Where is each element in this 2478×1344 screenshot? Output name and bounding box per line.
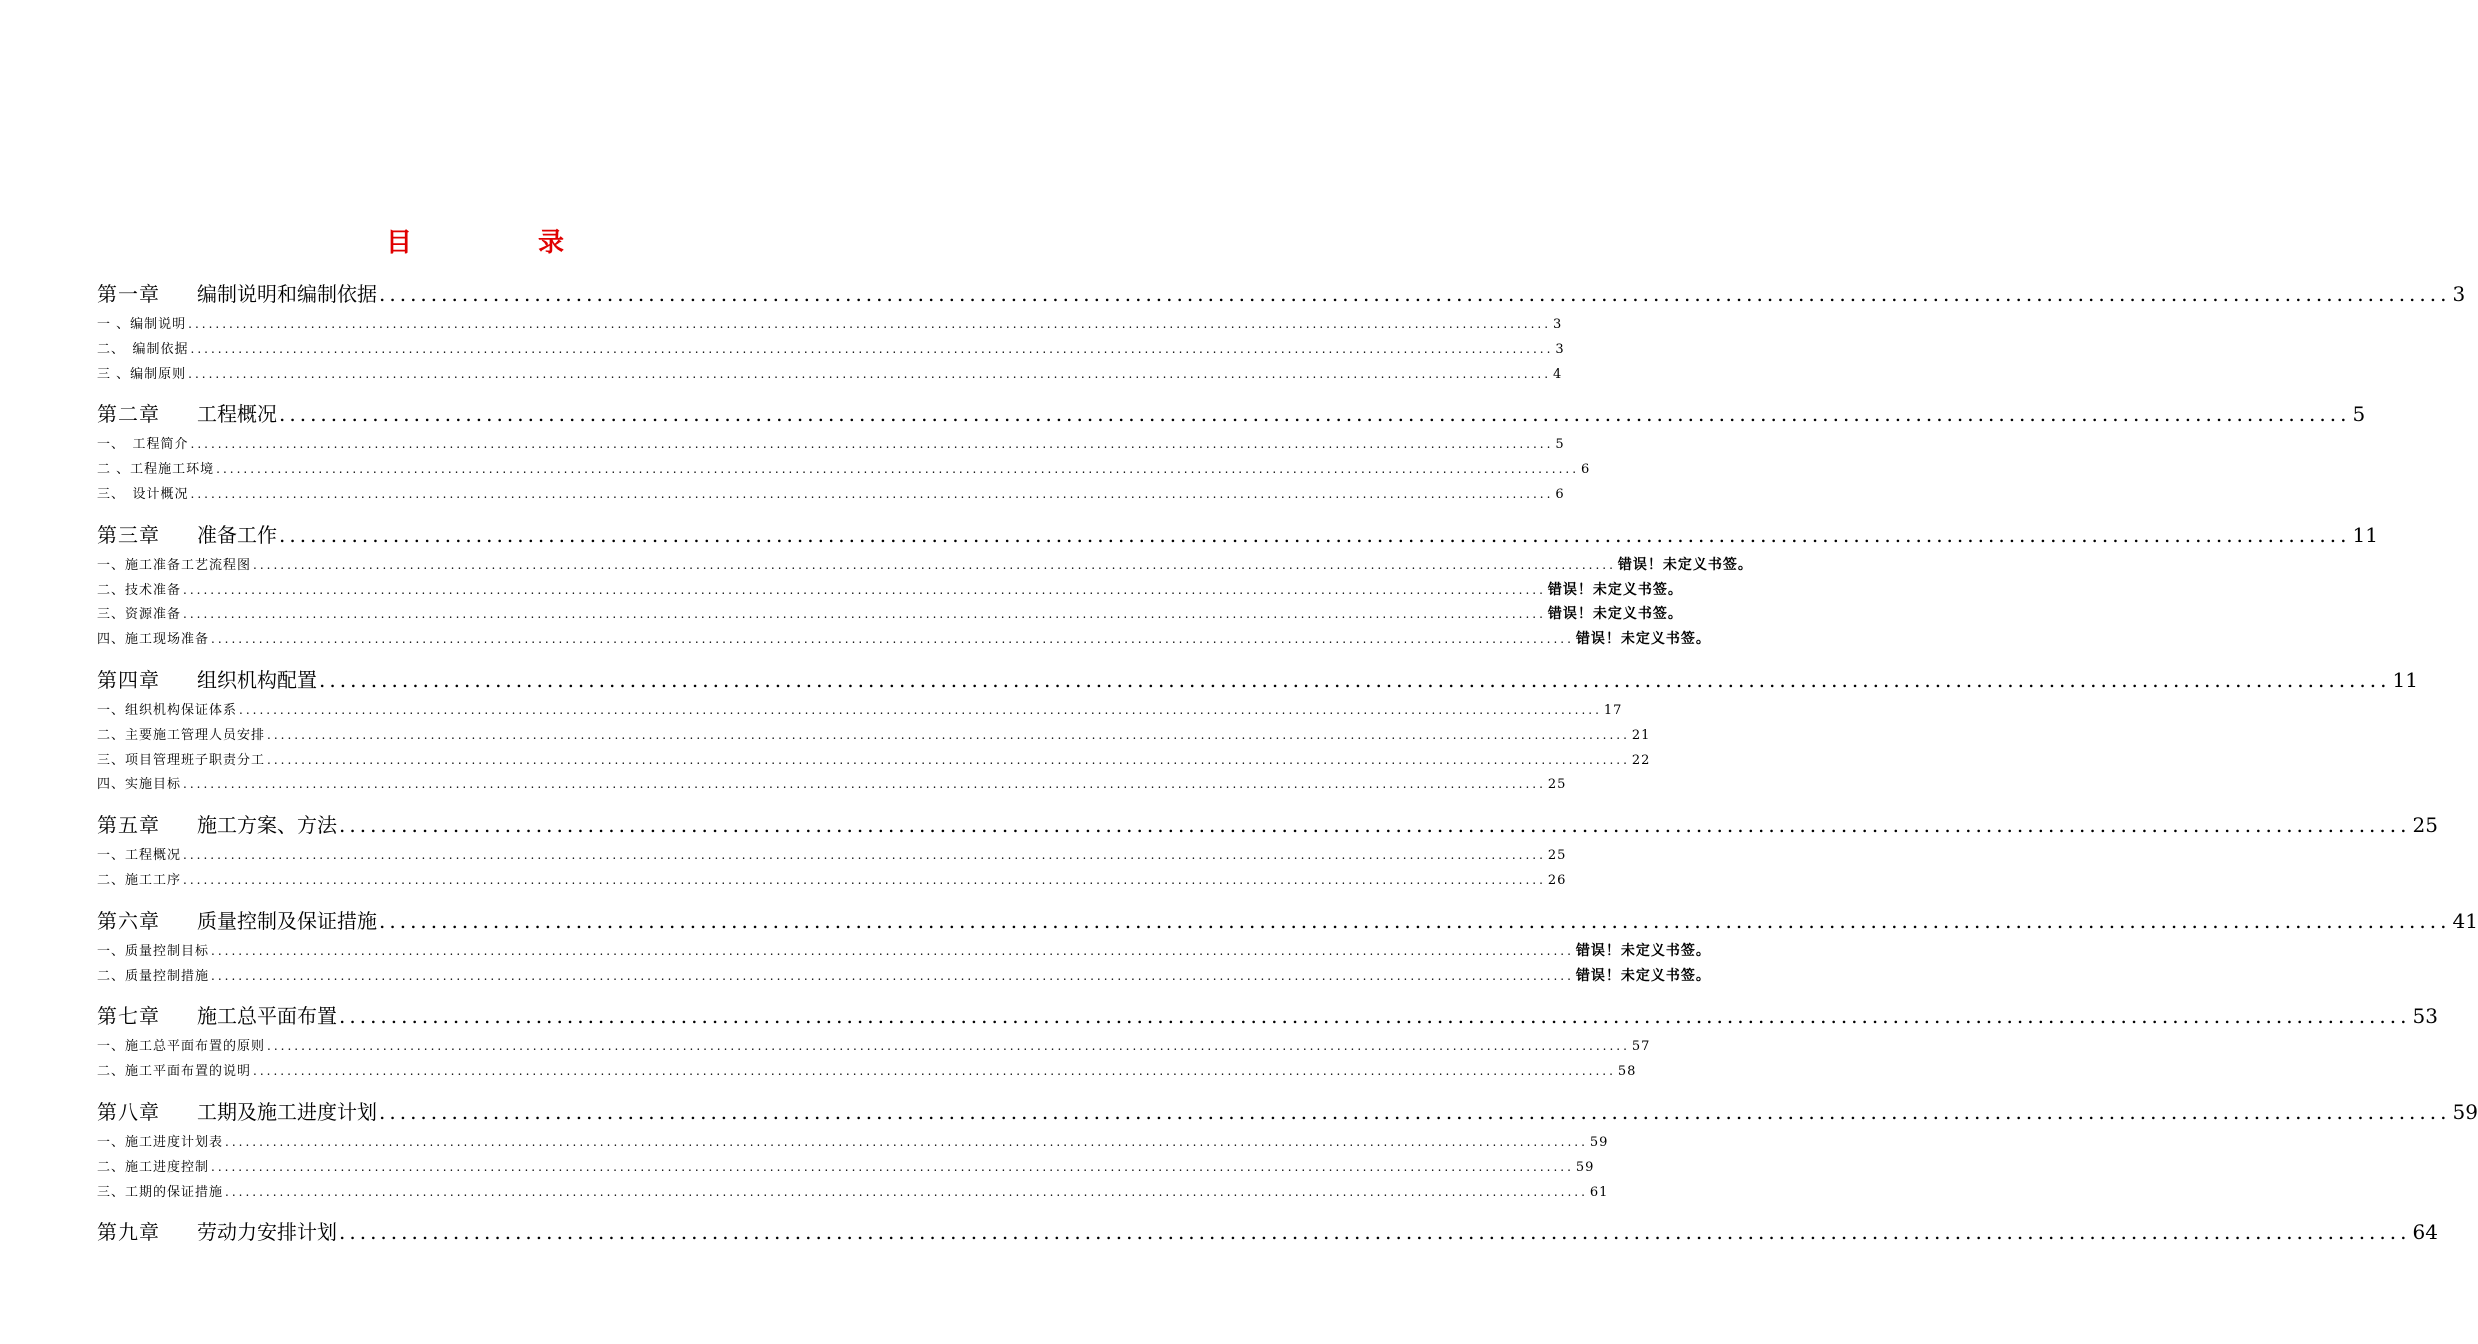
bookmark-error-text: 错误！未定义书签。 [1547, 581, 1683, 598]
section-page-number: 26 [1547, 872, 1567, 888]
leader-dots: ........................................................................................................................................................................................................ [190, 341, 1554, 356]
chapter-title: 施工总平面布置 [197, 1004, 337, 1029]
section-label: 三、项目管理班子职责分工 [97, 752, 266, 768]
section-page-number: 58 [1617, 1064, 1637, 1080]
section-page-number: 61 [1589, 1184, 1609, 1200]
section-page-number: 57 [1631, 1039, 1651, 1055]
leader-dots: ........................................................................................................................................................................................................ [267, 1039, 1630, 1054]
chapter-page-number: 11 [2392, 667, 2418, 692]
leader-dots: ........................................................................................................................................................................................................ [188, 366, 1552, 381]
section-label: 三、 设计概况 [97, 486, 189, 502]
leader-dots: ........................................................................................................................................................................................................ [183, 582, 1546, 597]
chapter-number: 第二章 [97, 402, 160, 427]
chapter-title: 组织机构配置 [197, 667, 317, 692]
toc-section-entry[interactable] [97, 1180, 1609, 1205]
leader-dots: ........................................................................................................................................................................................................ [279, 402, 2351, 427]
chapter-spacer [97, 1204, 779, 1214]
chapter-number: 第一章 [97, 282, 160, 306]
section-label: 二、质量控制措施 [97, 968, 210, 984]
section-label: 一、施工进度计划表 [97, 1134, 224, 1150]
section-label: 二、施工工序 [97, 872, 182, 888]
toc-chapter-entry[interactable] [97, 1094, 2478, 1130]
leader-dots: ........................................................................................................................................................................................................ [379, 908, 2451, 933]
chapter-number: 第四章 [97, 667, 160, 692]
toc-chapter-entry[interactable] [97, 998, 2438, 1034]
chapter-page-number: 53 [2412, 1004, 2438, 1029]
leader-dots: ........................................................................................................................................................................................................ [239, 702, 1602, 717]
toc-section-entry[interactable] [97, 337, 1565, 362]
chapter-number: 第九章 [97, 1220, 160, 1245]
toc-section-entry[interactable] [97, 868, 1567, 893]
chapter-number: 第三章 [97, 522, 160, 547]
toc-section-entry[interactable] [97, 723, 1651, 748]
toc-section-entry[interactable] [97, 772, 1567, 797]
leader-dots: ........................................................................................................................................................................................................ [339, 813, 2411, 838]
toc-section-entry[interactable] [97, 698, 1623, 723]
chapter-spacer [97, 893, 779, 903]
chapter-spacer [97, 988, 779, 998]
toc-section-entry[interactable] [97, 748, 1651, 773]
leader-dots: ........................................................................................................................................................................................................ [225, 1184, 1588, 1199]
chapter-page-number: 41 [2452, 908, 2478, 933]
section-label: 一 、编制说明 [97, 317, 187, 332]
toc-section-entry[interactable] [97, 843, 1567, 868]
section-label: 一、施工准备工艺流程图 [97, 557, 252, 573]
section-label: 二、技术准备 [97, 582, 182, 598]
section-label: 一、工程概况 [97, 848, 182, 864]
leader-dots: ........................................................................................................................................................................................................ [253, 557, 1616, 572]
toc-section-entry[interactable] [97, 939, 1711, 964]
chapter-page-number: 59 [2452, 1099, 2478, 1124]
toc-chapter-entry[interactable] [97, 396, 2366, 432]
section-page-number: 21 [1631, 727, 1651, 743]
chapter-page-number: 11 [2352, 522, 2378, 547]
leader-dots: ........................................................................................................................................................................................................ [183, 872, 1546, 887]
chapter-title: 工程概况 [197, 402, 277, 427]
section-page-number: 6 [1581, 462, 1591, 478]
leader-dots: ........................................................................................................................................................................................................ [267, 752, 1630, 767]
toc-section-entry[interactable] [97, 457, 1591, 482]
chapter-number: 第六章 [97, 908, 160, 933]
section-page-number: 17 [1603, 702, 1623, 718]
section-page-number: 22 [1631, 752, 1651, 768]
leader-dots: ........................................................................................................................................................................................................ [211, 943, 1574, 958]
chapter-title: 准备工作 [197, 522, 277, 547]
section-label: 三、资源准备 [97, 607, 182, 623]
toc-chapter-entry[interactable] [97, 662, 2418, 698]
leader-dots: ........................................................................................................................................................................................................ [211, 632, 1574, 647]
chapter-page-number: 3 [2452, 282, 2466, 306]
toc-chapter-entry[interactable] [97, 276, 2466, 312]
section-page-number: 5 [1555, 437, 1565, 453]
toc-chapter-entry[interactable] [97, 807, 2438, 843]
section-label: 四、实施目标 [97, 777, 182, 793]
section-page-number: 59 [1589, 1134, 1609, 1150]
leader-dots: ........................................................................................................................................................................................................ [379, 282, 2451, 306]
section-page-number: 6 [1555, 486, 1565, 502]
leader-dots: ........................................................................................................................................................................................................ [183, 777, 1546, 792]
toc-section-entry[interactable] [97, 362, 1563, 387]
chapter-spacer [97, 1084, 779, 1094]
section-page-number: 25 [1547, 848, 1567, 864]
leader-dots: ........................................................................................................................................................................................................ [183, 607, 1546, 622]
section-label: 二 、工程施工环境 [97, 462, 215, 478]
chapter-page-number: 64 [2412, 1220, 2438, 1245]
chapter-number: 第七章 [97, 1004, 160, 1029]
toc-section-entry[interactable] [97, 312, 1563, 337]
leader-dots: ........................................................................................................................................................................................................ [190, 437, 1554, 452]
section-label: 二、施工平面布置的说明 [97, 1064, 252, 1080]
leader-dots: ........................................................................................................................................................................................................ [183, 848, 1546, 863]
chapter-spacer [97, 652, 779, 662]
leader-dots: ........................................................................................................................................................................................................ [216, 462, 1580, 477]
section-label: 二、 编制依据 [97, 341, 189, 357]
toc-section-entry[interactable] [97, 1059, 1637, 1084]
section-label: 二、主要施工管理人员安排 [97, 727, 266, 743]
toc-section-entry[interactable] [97, 602, 1683, 627]
chapter-title: 编制说明和编制依据 [197, 282, 377, 306]
toc-section-entry[interactable] [97, 432, 1565, 457]
chapter-title: 工期及施工进度计划 [197, 1099, 377, 1124]
bookmark-error-text: 错误！未定义书签。 [1575, 631, 1711, 648]
bookmark-error-text: 错误！未定义书签。 [1575, 967, 1711, 984]
leader-dots: ........................................................................................................................................................................................................ [267, 727, 1630, 742]
section-label: 一、质量控制目标 [97, 943, 210, 959]
section-page-number: 3 [1553, 317, 1563, 332]
bookmark-error-text: 错误！未定义书签。 [1575, 942, 1711, 959]
toc-section-entry[interactable] [97, 964, 1711, 989]
section-label: 一、施工总平面布置的原则 [97, 1039, 266, 1055]
leader-dots: ........................................................................................................................................................................................................ [188, 317, 1552, 331]
leader-dots: ........................................................................................................................................................................................................ [225, 1134, 1588, 1149]
chapter-title: 质量控制及保证措施 [197, 908, 377, 933]
leader-dots: ........................................................................................................................................................................................................ [253, 1064, 1616, 1079]
section-label: 一、组织机构保证体系 [97, 702, 238, 718]
section-label: 一、 工程简介 [97, 437, 189, 453]
chapter-spacer [97, 797, 779, 807]
leader-dots: ........................................................................................................................................................................................................ [339, 1220, 2411, 1245]
toc-section-entry[interactable] [97, 1130, 1609, 1155]
leader-dots: ........................................................................................................................................................................................................ [279, 522, 2351, 547]
chapter-spacer [97, 386, 779, 396]
leader-dots: ........................................................................................................................................................................................................ [211, 968, 1574, 983]
leader-dots: ........................................................................................................................................................................................................ [319, 667, 2391, 692]
section-label: 三、工期的保证措施 [97, 1184, 224, 1200]
toc-chapter-entry[interactable] [97, 1214, 2438, 1250]
toc-section-entry[interactable] [97, 482, 1565, 507]
toc-title: 目 录 [385, 228, 614, 258]
chapter-page-number: 25 [2412, 813, 2438, 838]
chapter-title: 施工方案、方法 [197, 813, 337, 838]
section-label: 三 、编制原则 [97, 366, 187, 382]
chapter-spacer [97, 507, 779, 517]
toc-section-entry[interactable] [97, 1034, 1651, 1059]
toc-section-entry[interactable] [97, 553, 1753, 578]
section-page-number: 59 [1575, 1159, 1595, 1175]
section-label: 四、施工现场准备 [97, 632, 210, 648]
toc-chapter-entry[interactable] [97, 903, 2478, 939]
toc-section-entry[interactable] [97, 627, 1711, 652]
toc-chapter-entry[interactable] [97, 517, 2378, 553]
chapter-title: 劳动力安排计划 [197, 1220, 337, 1245]
section-page-number: 3 [1555, 341, 1565, 357]
chapter-number: 第五章 [97, 813, 160, 838]
chapter-number: 第八章 [97, 1099, 160, 1124]
section-label: 二、施工进度控制 [97, 1159, 210, 1175]
leader-dots: ........................................................................................................................................................................................................ [211, 1159, 1574, 1174]
toc-section-entry[interactable] [97, 1155, 1595, 1180]
section-page-number: 25 [1547, 777, 1567, 793]
bookmark-error-text: 错误！未定义书签。 [1547, 606, 1683, 623]
leader-dots: ........................................................................................................................................................................................................ [339, 1004, 2411, 1029]
toc-section-entry[interactable] [97, 578, 1683, 603]
table-of-contents [97, 276, 2478, 1250]
section-page-number: 4 [1553, 366, 1563, 382]
leader-dots: ........................................................................................................................................................................................................ [190, 486, 1554, 501]
bookmark-error-text: 错误！未定义书签。 [1617, 556, 1753, 573]
chapter-page-number: 5 [2352, 402, 2366, 427]
leader-dots: ........................................................................................................................................................................................................ [379, 1099, 2451, 1124]
